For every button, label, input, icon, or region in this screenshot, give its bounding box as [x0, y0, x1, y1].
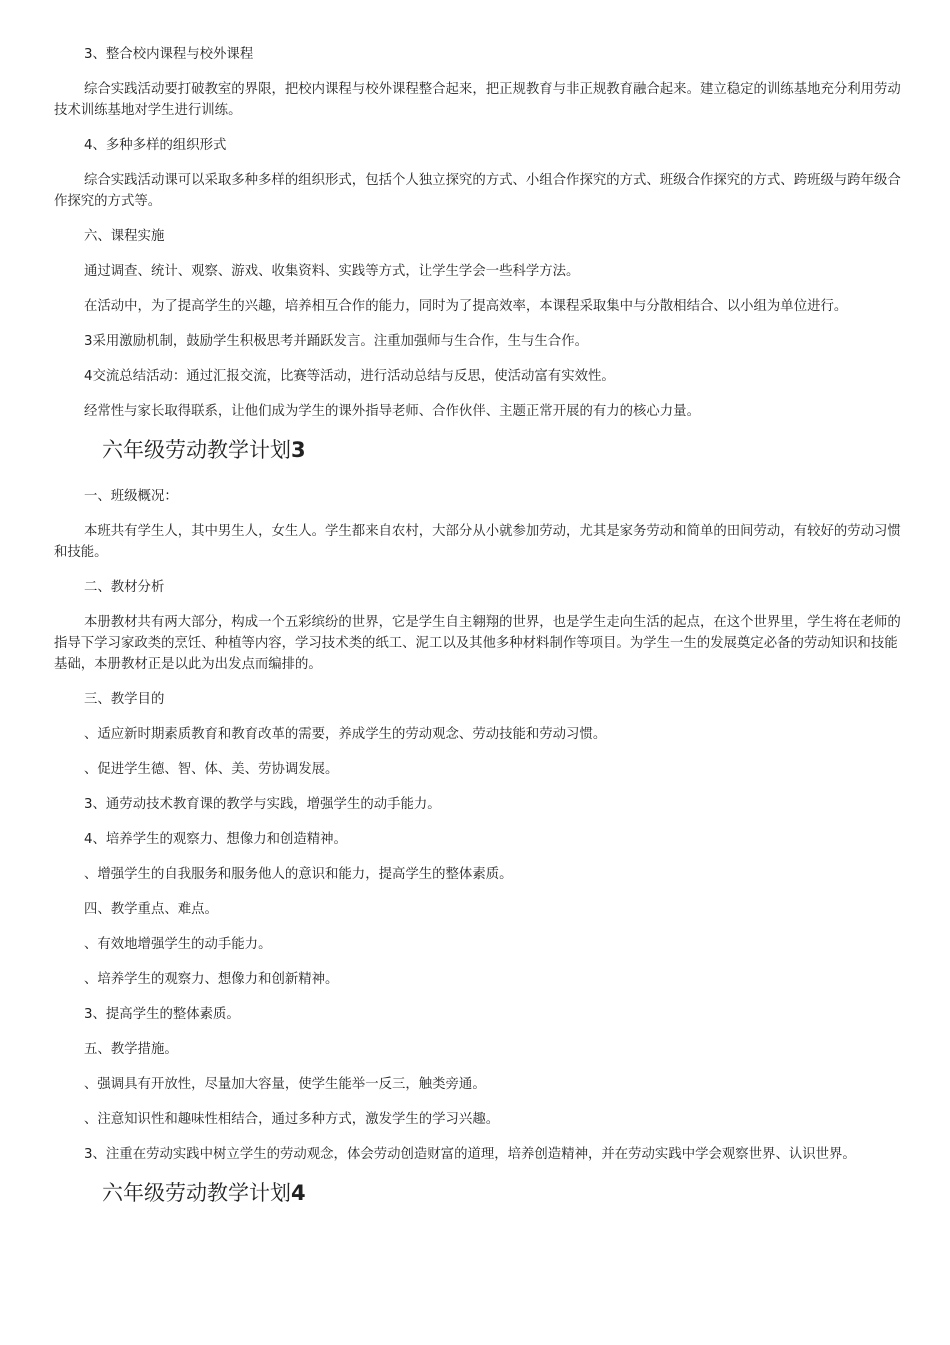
list-item: 、注意知识性和趣味性相结合，通过多种方式，激发学生的学习兴趣。: [84, 1112, 500, 1127]
heading-text: 六年级劳动教学计划: [102, 438, 291, 462]
list-item: 、强调具有开放性，尽量加大容量，使学生能举一反三，触类旁通。: [84, 1077, 486, 1092]
section-heading: 四、教学重点、难点。: [84, 902, 218, 917]
paragraph: 本册教材共有两大部分，构成一个五彩缤纷的世界，它是学生自主翱翔的世界，也是学生走向生活的起点，在这个世界里，学生将在老师的指导下学习家政类的烹饪、种植等内容，学习技术类的纸工、泥工以及其他多种材料制作等项目。为学生一生的发展奠定必备的劳动知识和技能基础，本册教材正是以此为出发点而编排的。: [54, 615, 901, 672]
list-item: 、增强学生的自我服务和服务他人的意识和能力，提高学生的整体素质。: [84, 867, 513, 882]
paragraph: 4、多种多样的组织形式: [84, 138, 227, 153]
document-page: [54, 44, 906, 1229]
paragraph: 在活动中，为了提高学生的兴趣，培养相互合作的能力，同时为了提高效率，本课程采取集中与分散相结合、以小组为单位进行。: [84, 299, 848, 314]
paragraph: 4交流总结活动：通过汇报交流，比赛等活动，进行活动总结与反思，使活动富有实效性。: [84, 369, 615, 384]
list-item: 4、培养学生的观察力、想像力和创造精神。: [84, 832, 347, 847]
paragraph: 本班共有学生人，其中男生人，女生人。学生都来自农村，大部分从小就参加劳动，尤其是家务劳动和简单的田间劳动，有较好的劳动习惯和技能。: [54, 524, 901, 560]
section-heading: 五、教学措施。: [84, 1042, 178, 1057]
paragraph: 通过调查、统计、观察、游戏、收集资料、实践等方式，让学生学会一些科学方法。: [84, 264, 580, 279]
list-item: 3、通劳动技术教育课的教学与实践，增强学生的动手能力。: [84, 797, 441, 812]
paragraph: 综合实践活动课可以采取多种多样的组织形式，包括个人独立探究的方式、小组合作探究的方式、班级合作探究的方式、跨班级与跨年级合作探究的方式等。: [54, 173, 901, 209]
section-heading: 一、班级概况：: [84, 489, 178, 504]
document-heading: [54, 436, 906, 464]
paragraph: 综合实践活动要打破教室的界限，把校内课程与校外课程整合起来，把正规教育与非正规教育融合起来。建立稳定的训练基地充分利用劳动技术训练基地对学生进行训练。: [54, 82, 901, 118]
paragraph: 经常性与家长取得联系，让他们成为学生的课外指导老师、合作伙伴、主题正常开展的有力的核心力量。: [84, 404, 700, 419]
heading-text: 六年级劳动教学计划: [102, 1181, 291, 1205]
list-item: 、促进学生德、智、体、美、劳协调发展。: [84, 762, 339, 777]
heading-number: 4: [291, 1181, 306, 1205]
section-heading: 三、教学目的: [84, 692, 165, 707]
paragraph: 3、整合校内课程与校外课程: [84, 47, 254, 62]
section-heading: 二、教材分析: [84, 580, 165, 595]
list-item: 、培养学生的观察力、想像力和创新精神。: [84, 972, 339, 987]
list-item: 、有效地增强学生的动手能力。: [84, 937, 272, 952]
list-item: 3、注重在劳动实践中树立学生的劳动观念，体会劳动创造财富的道理，培养创造精神，并在劳动实践中学会观察世界、认识世界。: [84, 1147, 856, 1162]
section-heading: 六、课程实施: [84, 229, 165, 244]
list-item: 、适应新时期素质教育和教育改革的需要，养成学生的劳动观念、劳动技能和劳动习惯。: [84, 727, 607, 742]
list-item: 3、提高学生的整体素质。: [84, 1007, 240, 1022]
heading-number: 3: [291, 438, 306, 462]
paragraph: 3采用激励机制，鼓励学生积极思考并踊跃发言。注重加强师与生合作，生与生合作。: [84, 334, 588, 349]
document-heading: [54, 1179, 906, 1207]
